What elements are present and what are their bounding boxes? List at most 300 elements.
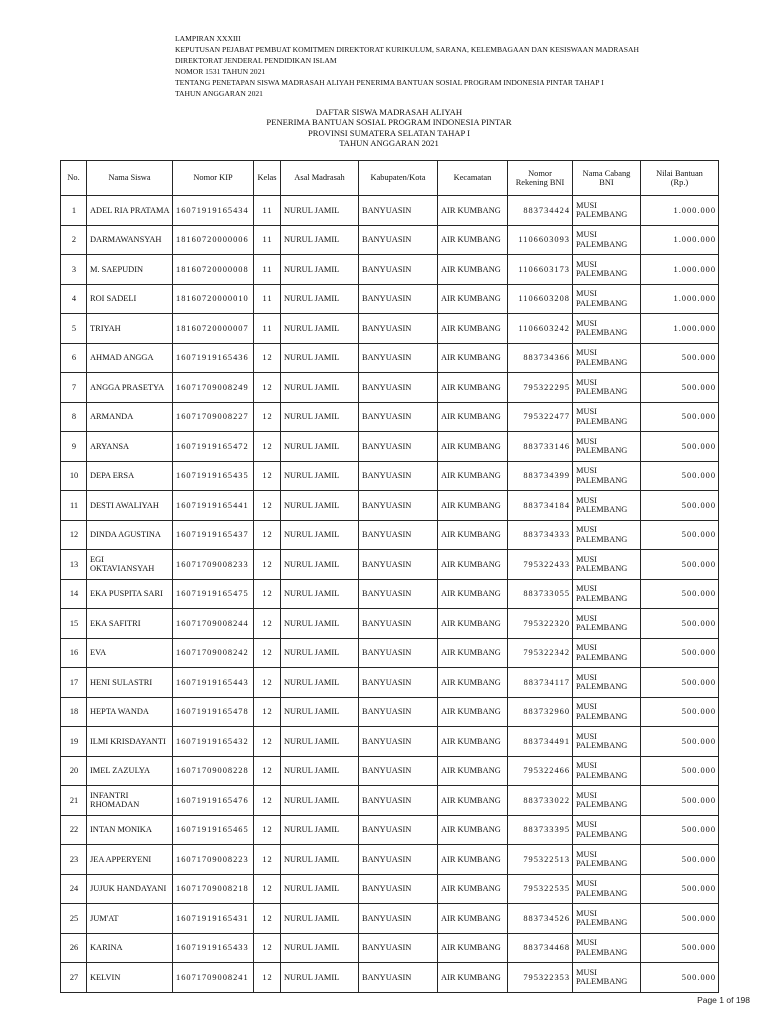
cell-kip-number: 16071709008241 bbox=[173, 963, 254, 993]
cell-bni-branch-name: MUSI PALEMBANG bbox=[573, 432, 641, 462]
cell-aid-amount: 500.000 bbox=[641, 402, 719, 432]
cell-origin-madrasah: NURUL JAMIL bbox=[281, 579, 359, 609]
cell-regency-city: BANYUASIN bbox=[359, 550, 438, 580]
cell-origin-madrasah: NURUL JAMIL bbox=[281, 609, 359, 639]
cell-aid-amount: 500.000 bbox=[641, 550, 719, 580]
cell-district: AIR KUMBANG bbox=[438, 255, 508, 285]
cell-class: 12 bbox=[254, 550, 281, 580]
cell-bni-account-number: 1106603173 bbox=[508, 255, 573, 285]
table-row bbox=[61, 933, 719, 963]
cell-bni-account-number: 1106603093 bbox=[508, 225, 573, 255]
cell-district: AIR KUMBANG bbox=[438, 697, 508, 727]
cell-student-name: ARMANDA bbox=[87, 402, 173, 432]
cell-row-number: 6 bbox=[61, 343, 87, 373]
cell-student-name: M. SAEPUDIN bbox=[87, 255, 173, 285]
cell-student-name: ARYANSA bbox=[87, 432, 173, 462]
cell-regency-city: BANYUASIN bbox=[359, 402, 438, 432]
cell-bni-branch-name: MUSI PALEMBANG bbox=[573, 343, 641, 373]
cell-kip-number: 16071919165476 bbox=[173, 786, 254, 816]
cell-district: AIR KUMBANG bbox=[438, 727, 508, 757]
cell-kip-number: 16071919165443 bbox=[173, 668, 254, 698]
cell-class: 12 bbox=[254, 461, 281, 491]
cell-district: AIR KUMBANG bbox=[438, 845, 508, 875]
cell-bni-branch-name: MUSI PALEMBANG bbox=[573, 314, 641, 344]
cell-class: 12 bbox=[254, 756, 281, 786]
cell-class: 12 bbox=[254, 845, 281, 875]
cell-bni-branch-name: MUSI PALEMBANG bbox=[573, 933, 641, 963]
cell-kip-number: 18160720000008 bbox=[173, 255, 254, 285]
list-subtitle: PENERIMA BANTUAN SOSIAL PROGRAM INDONESIA PINTAR bbox=[266, 117, 512, 128]
cell-kip-number: 16071709008228 bbox=[173, 756, 254, 786]
table-row bbox=[61, 225, 719, 255]
table-row bbox=[61, 609, 719, 639]
cell-bni-account-number: 883734117 bbox=[508, 668, 573, 698]
table-row bbox=[61, 461, 719, 491]
cell-student-name: INTAN MONIKA bbox=[87, 815, 173, 845]
table-row bbox=[61, 638, 719, 668]
cell-row-number: 20 bbox=[61, 756, 87, 786]
table-row bbox=[61, 756, 719, 786]
cell-district: AIR KUMBANG bbox=[438, 874, 508, 904]
cell-class: 12 bbox=[254, 874, 281, 904]
cell-aid-amount: 500.000 bbox=[641, 609, 719, 639]
directorate-general: DIREKTORAT JENDERAL PENDIDIKAN ISLAM bbox=[175, 56, 337, 66]
cell-student-name: EKA SAFITRI bbox=[87, 609, 173, 639]
cell-bni-branch-name: MUSI PALEMBANG bbox=[573, 255, 641, 285]
table-row bbox=[61, 196, 719, 226]
table-row bbox=[61, 432, 719, 462]
cell-origin-madrasah: NURUL JAMIL bbox=[281, 461, 359, 491]
cell-class: 11 bbox=[254, 225, 281, 255]
cell-regency-city: BANYUASIN bbox=[359, 933, 438, 963]
cell-row-number: 5 bbox=[61, 314, 87, 344]
cell-aid-amount: 1.000.000 bbox=[641, 314, 719, 344]
cell-regency-city: BANYUASIN bbox=[359, 638, 438, 668]
cell-origin-madrasah: NURUL JAMIL bbox=[281, 284, 359, 314]
cell-district: AIR KUMBANG bbox=[438, 933, 508, 963]
cell-bni-account-number: 883733146 bbox=[508, 432, 573, 462]
cell-student-name: TRIYAH bbox=[87, 314, 173, 344]
cell-bni-branch-name: MUSI PALEMBANG bbox=[573, 609, 641, 639]
cell-aid-amount: 500.000 bbox=[641, 727, 719, 757]
table-row bbox=[61, 373, 719, 403]
cell-student-name: ADEL RIA PRATAMA bbox=[87, 196, 173, 226]
cell-bni-branch-name: MUSI PALEMBANG bbox=[573, 904, 641, 934]
cell-aid-amount: 500.000 bbox=[641, 963, 719, 993]
cell-origin-madrasah: NURUL JAMIL bbox=[281, 668, 359, 698]
cell-class: 12 bbox=[254, 402, 281, 432]
cell-row-number: 12 bbox=[61, 520, 87, 550]
decree-title: KEPUTUSAN PEJABAT PEMBUAT KOMITMEN DIREKTORAT KURIKULUM, SARANA, KELEMBAGAAN DAN KESISWAAN MADRASAH bbox=[175, 45, 639, 55]
table-row bbox=[61, 255, 719, 285]
list-budget-year: TAHUN ANGGARAN 2021 bbox=[339, 137, 439, 148]
cell-district: AIR KUMBANG bbox=[438, 284, 508, 314]
cell-bni-branch-name: MUSI PALEMBANG bbox=[573, 579, 641, 609]
cell-row-number: 8 bbox=[61, 402, 87, 432]
col-header-district: Kecamatan bbox=[438, 161, 508, 196]
cell-aid-amount: 500.000 bbox=[641, 373, 719, 403]
cell-student-name: EGI OKTAVIANSYAH bbox=[87, 550, 173, 580]
cell-bni-account-number: 883734184 bbox=[508, 491, 573, 521]
cell-class: 11 bbox=[254, 284, 281, 314]
cell-regency-city: BANYUASIN bbox=[359, 815, 438, 845]
cell-bni-branch-name: MUSI PALEMBANG bbox=[573, 963, 641, 993]
cell-regency-city: BANYUASIN bbox=[359, 196, 438, 226]
cell-regency-city: BANYUASIN bbox=[359, 491, 438, 521]
cell-aid-amount: 500.000 bbox=[641, 432, 719, 462]
cell-kip-number: 16071919165434 bbox=[173, 196, 254, 226]
cell-student-name: DINDA AGUSTINA bbox=[87, 520, 173, 550]
cell-aid-amount: 500.000 bbox=[641, 638, 719, 668]
table-header bbox=[61, 161, 719, 196]
table-row bbox=[61, 963, 719, 993]
cell-student-name: KELVIN bbox=[87, 963, 173, 993]
table-row bbox=[61, 579, 719, 609]
cell-class: 12 bbox=[254, 815, 281, 845]
cell-regency-city: BANYUASIN bbox=[359, 373, 438, 403]
cell-origin-madrasah: NURUL JAMIL bbox=[281, 963, 359, 993]
table-row bbox=[61, 697, 719, 727]
cell-bni-branch-name: MUSI PALEMBANG bbox=[573, 402, 641, 432]
cell-kip-number: 16071709008218 bbox=[173, 874, 254, 904]
cell-row-number: 9 bbox=[61, 432, 87, 462]
cell-regency-city: BANYUASIN bbox=[359, 520, 438, 550]
cell-kip-number: 16071919165431 bbox=[173, 904, 254, 934]
cell-row-number: 11 bbox=[61, 491, 87, 521]
cell-district: AIR KUMBANG bbox=[438, 343, 508, 373]
cell-regency-city: BANYUASIN bbox=[359, 284, 438, 314]
cell-class: 11 bbox=[254, 196, 281, 226]
cell-origin-madrasah: NURUL JAMIL bbox=[281, 373, 359, 403]
col-header-no: No. bbox=[61, 161, 87, 196]
cell-class: 12 bbox=[254, 638, 281, 668]
cell-kip-number: 16071709008227 bbox=[173, 402, 254, 432]
cell-district: AIR KUMBANG bbox=[438, 609, 508, 639]
cell-district: AIR KUMBANG bbox=[438, 432, 508, 462]
cell-class: 11 bbox=[254, 255, 281, 285]
cell-aid-amount: 500.000 bbox=[641, 461, 719, 491]
cell-class: 12 bbox=[254, 668, 281, 698]
cell-aid-amount: 1.000.000 bbox=[641, 284, 719, 314]
table-row bbox=[61, 314, 719, 344]
col-header-class: Kelas bbox=[254, 161, 281, 196]
cell-origin-madrasah: NURUL JAMIL bbox=[281, 815, 359, 845]
cell-class: 12 bbox=[254, 727, 281, 757]
cell-bni-account-number: 883733055 bbox=[508, 579, 573, 609]
cell-student-name: DEPA ERSA bbox=[87, 461, 173, 491]
cell-bni-account-number: 883733395 bbox=[508, 815, 573, 845]
col-header-regency-city: Kabupaten/Kota bbox=[359, 161, 438, 196]
cell-bni-branch-name: MUSI PALEMBANG bbox=[573, 196, 641, 226]
cell-kip-number: 16071919165436 bbox=[173, 343, 254, 373]
cell-district: AIR KUMBANG bbox=[438, 815, 508, 845]
cell-student-name: JUM'AT bbox=[87, 904, 173, 934]
cell-district: AIR KUMBANG bbox=[438, 579, 508, 609]
cell-bni-branch-name: MUSI PALEMBANG bbox=[573, 225, 641, 255]
cell-aid-amount: 500.000 bbox=[641, 874, 719, 904]
cell-class: 12 bbox=[254, 343, 281, 373]
cell-bni-account-number: 795322295 bbox=[508, 373, 573, 403]
cell-origin-madrasah: NURUL JAMIL bbox=[281, 343, 359, 373]
cell-regency-city: BANYUASIN bbox=[359, 697, 438, 727]
cell-aid-amount: 1.000.000 bbox=[641, 225, 719, 255]
cell-bni-branch-name: MUSI PALEMBANG bbox=[573, 373, 641, 403]
cell-aid-amount: 1.000.000 bbox=[641, 196, 719, 226]
page-number: Page 1 of 198 bbox=[697, 995, 750, 1005]
cell-bni-account-number: 883733022 bbox=[508, 786, 573, 816]
cell-district: AIR KUMBANG bbox=[438, 314, 508, 344]
cell-origin-madrasah: NURUL JAMIL bbox=[281, 550, 359, 580]
cell-aid-amount: 500.000 bbox=[641, 343, 719, 373]
cell-origin-madrasah: NURUL JAMIL bbox=[281, 255, 359, 285]
cell-bni-branch-name: MUSI PALEMBANG bbox=[573, 727, 641, 757]
cell-aid-amount: 500.000 bbox=[641, 756, 719, 786]
cell-origin-madrasah: NURUL JAMIL bbox=[281, 933, 359, 963]
cell-aid-amount: 500.000 bbox=[641, 520, 719, 550]
cell-origin-madrasah: NURUL JAMIL bbox=[281, 874, 359, 904]
cell-district: AIR KUMBANG bbox=[438, 904, 508, 934]
cell-row-number: 15 bbox=[61, 609, 87, 639]
cell-origin-madrasah: NURUL JAMIL bbox=[281, 845, 359, 875]
cell-aid-amount: 500.000 bbox=[641, 933, 719, 963]
cell-student-name: ANGGA PRASETYA bbox=[87, 373, 173, 403]
cell-row-number: 14 bbox=[61, 579, 87, 609]
cell-kip-number: 16071919165441 bbox=[173, 491, 254, 521]
cell-kip-number: 18160720000006 bbox=[173, 225, 254, 255]
cell-kip-number: 16071919165437 bbox=[173, 520, 254, 550]
cell-student-name: KARINA bbox=[87, 933, 173, 963]
cell-regency-city: BANYUASIN bbox=[359, 225, 438, 255]
cell-kip-number: 16071709008233 bbox=[173, 550, 254, 580]
decree-budget-year: TAHUN ANGGARAN 2021 bbox=[175, 89, 263, 99]
cell-bni-account-number: 795322477 bbox=[508, 402, 573, 432]
cell-regency-city: BANYUASIN bbox=[359, 845, 438, 875]
cell-student-name: ILMI KRISDAYANTI bbox=[87, 727, 173, 757]
cell-kip-number: 16071919165475 bbox=[173, 579, 254, 609]
cell-district: AIR KUMBANG bbox=[438, 786, 508, 816]
cell-district: AIR KUMBANG bbox=[438, 402, 508, 432]
cell-origin-madrasah: NURUL JAMIL bbox=[281, 402, 359, 432]
cell-bni-branch-name: MUSI PALEMBANG bbox=[573, 284, 641, 314]
cell-regency-city: BANYUASIN bbox=[359, 609, 438, 639]
table-row bbox=[61, 520, 719, 550]
table-row bbox=[61, 284, 719, 314]
cell-district: AIR KUMBANG bbox=[438, 963, 508, 993]
cell-class: 12 bbox=[254, 904, 281, 934]
cell-class: 12 bbox=[254, 491, 281, 521]
decree-number: NOMOR 1531 TAHUN 2021 bbox=[175, 67, 266, 77]
cell-bni-account-number: 883734491 bbox=[508, 727, 573, 757]
cell-kip-number: 16071919165432 bbox=[173, 727, 254, 757]
col-header-bni-branch-name: Nama Cabang BNI bbox=[573, 161, 641, 196]
cell-student-name: AHMAD ANGGA bbox=[87, 343, 173, 373]
cell-regency-city: BANYUASIN bbox=[359, 904, 438, 934]
cell-row-number: 2 bbox=[61, 225, 87, 255]
cell-aid-amount: 500.000 bbox=[641, 845, 719, 875]
cell-class: 11 bbox=[254, 314, 281, 344]
table-row bbox=[61, 904, 719, 934]
cell-origin-madrasah: NURUL JAMIL bbox=[281, 314, 359, 344]
cell-bni-account-number: 795322320 bbox=[508, 609, 573, 639]
col-header-origin-madrasah: Asal Madrasah bbox=[281, 161, 359, 196]
cell-district: AIR KUMBANG bbox=[438, 756, 508, 786]
table-row bbox=[61, 550, 719, 580]
cell-district: AIR KUMBANG bbox=[438, 668, 508, 698]
cell-bni-branch-name: MUSI PALEMBANG bbox=[573, 638, 641, 668]
cell-bni-account-number: 1106603242 bbox=[508, 314, 573, 344]
cell-student-name: IMEL ZAZULYA bbox=[87, 756, 173, 786]
cell-district: AIR KUMBANG bbox=[438, 550, 508, 580]
cell-bni-account-number: 883734399 bbox=[508, 461, 573, 491]
attachment-label: LAMPIRAN XXXIII bbox=[175, 34, 241, 43]
cell-origin-madrasah: NURUL JAMIL bbox=[281, 638, 359, 668]
cell-bni-account-number: 795322535 bbox=[508, 874, 573, 904]
cell-bni-account-number: 883734468 bbox=[508, 933, 573, 963]
cell-kip-number: 18160720000010 bbox=[173, 284, 254, 314]
cell-student-name: HENI SULASTRI bbox=[87, 668, 173, 698]
cell-bni-account-number: 795322353 bbox=[508, 963, 573, 993]
cell-kip-number: 16071919165465 bbox=[173, 815, 254, 845]
table-row bbox=[61, 874, 719, 904]
cell-bni-account-number: 795322433 bbox=[508, 550, 573, 580]
cell-row-number: 13 bbox=[61, 550, 87, 580]
cell-row-number: 27 bbox=[61, 963, 87, 993]
cell-bni-branch-name: MUSI PALEMBANG bbox=[573, 845, 641, 875]
table-body bbox=[61, 196, 719, 993]
cell-student-name: HEPTA WANDA bbox=[87, 697, 173, 727]
cell-class: 12 bbox=[254, 963, 281, 993]
cell-origin-madrasah: NURUL JAMIL bbox=[281, 904, 359, 934]
cell-bni-account-number: 883734424 bbox=[508, 196, 573, 226]
cell-kip-number: 16071919165478 bbox=[173, 697, 254, 727]
decree-subject: TENTANG PENETAPAN SISWA MADRASAH ALIYAH PENERIMA BANTUAN SOSIAL PROGRAM INDONESIA PINTAR TAHAP I bbox=[175, 78, 604, 88]
decree-header bbox=[175, 33, 639, 100]
cell-student-name: JEA APPERYENI bbox=[87, 845, 173, 875]
cell-regency-city: BANYUASIN bbox=[359, 314, 438, 344]
cell-row-number: 22 bbox=[61, 815, 87, 845]
cell-kip-number: 18160720000007 bbox=[173, 314, 254, 344]
cell-bni-account-number: 795322513 bbox=[508, 845, 573, 875]
cell-bni-account-number: 883734366 bbox=[508, 343, 573, 373]
table-row bbox=[61, 786, 719, 816]
cell-origin-madrasah: NURUL JAMIL bbox=[281, 727, 359, 757]
cell-kip-number: 16071919165435 bbox=[173, 461, 254, 491]
cell-origin-madrasah: NURUL JAMIL bbox=[281, 697, 359, 727]
cell-aid-amount: 500.000 bbox=[641, 697, 719, 727]
cell-origin-madrasah: NURUL JAMIL bbox=[281, 196, 359, 226]
cell-regency-city: BANYUASIN bbox=[359, 343, 438, 373]
cell-bni-account-number: 795322342 bbox=[508, 638, 573, 668]
cell-origin-madrasah: NURUL JAMIL bbox=[281, 786, 359, 816]
cell-district: AIR KUMBANG bbox=[438, 491, 508, 521]
cell-row-number: 24 bbox=[61, 874, 87, 904]
cell-class: 12 bbox=[254, 432, 281, 462]
table-row bbox=[61, 815, 719, 845]
cell-regency-city: BANYUASIN bbox=[359, 786, 438, 816]
cell-regency-city: BANYUASIN bbox=[359, 461, 438, 491]
cell-bni-account-number: 883734333 bbox=[508, 520, 573, 550]
cell-class: 12 bbox=[254, 786, 281, 816]
list-title: DAFTAR SISWA MADRASAH ALIYAH bbox=[315, 107, 463, 117]
cell-row-number: 25 bbox=[61, 904, 87, 934]
cell-regency-city: BANYUASIN bbox=[359, 668, 438, 698]
col-header-student-name: Nama Siswa bbox=[87, 161, 173, 196]
cell-class: 12 bbox=[254, 697, 281, 727]
cell-regency-city: BANYUASIN bbox=[359, 963, 438, 993]
list-province-phase: PROVINSI SUMATERA SELATAN TAHAP I bbox=[308, 127, 470, 138]
student-table bbox=[60, 160, 719, 993]
cell-row-number: 3 bbox=[61, 255, 87, 285]
cell-aid-amount: 500.000 bbox=[641, 579, 719, 609]
cell-kip-number: 16071919165472 bbox=[173, 432, 254, 462]
cell-origin-madrasah: NURUL JAMIL bbox=[281, 491, 359, 521]
cell-aid-amount: 500.000 bbox=[641, 786, 719, 816]
col-header-kip-number: Nomor KIP bbox=[173, 161, 254, 196]
cell-bni-branch-name: MUSI PALEMBANG bbox=[573, 668, 641, 698]
cell-class: 12 bbox=[254, 520, 281, 550]
cell-row-number: 16 bbox=[61, 638, 87, 668]
col-header-bni-account-number: Nomor Rekening BNI bbox=[508, 161, 573, 196]
cell-regency-city: BANYUASIN bbox=[359, 255, 438, 285]
cell-bni-branch-name: MUSI PALEMBANG bbox=[573, 756, 641, 786]
cell-bni-branch-name: MUSI PALEMBANG bbox=[573, 815, 641, 845]
cell-row-number: 10 bbox=[61, 461, 87, 491]
cell-class: 12 bbox=[254, 933, 281, 963]
cell-row-number: 1 bbox=[61, 196, 87, 226]
cell-row-number: 7 bbox=[61, 373, 87, 403]
cell-student-name: EKA PUSPITA SARI bbox=[87, 579, 173, 609]
cell-origin-madrasah: NURUL JAMIL bbox=[281, 432, 359, 462]
cell-regency-city: BANYUASIN bbox=[359, 727, 438, 757]
cell-student-name: INFANTRI RHOMADAN bbox=[87, 786, 173, 816]
cell-bni-branch-name: MUSI PALEMBANG bbox=[573, 697, 641, 727]
cell-regency-city: BANYUASIN bbox=[359, 432, 438, 462]
cell-row-number: 19 bbox=[61, 727, 87, 757]
col-header-aid-amount: Nilai Bantuan (Rp.) bbox=[641, 161, 719, 196]
table-row bbox=[61, 727, 719, 757]
cell-bni-branch-name: MUSI PALEMBANG bbox=[573, 874, 641, 904]
cell-bni-branch-name: MUSI PALEMBANG bbox=[573, 786, 641, 816]
cell-aid-amount: 500.000 bbox=[641, 668, 719, 698]
cell-bni-account-number: 795322466 bbox=[508, 756, 573, 786]
list-title-block bbox=[189, 107, 589, 148]
cell-class: 12 bbox=[254, 579, 281, 609]
cell-row-number: 18 bbox=[61, 697, 87, 727]
cell-student-name: EVA bbox=[87, 638, 173, 668]
cell-student-name: DESTI AWALIYAH bbox=[87, 491, 173, 521]
cell-origin-madrasah: NURUL JAMIL bbox=[281, 225, 359, 255]
cell-row-number: 21 bbox=[61, 786, 87, 816]
cell-kip-number: 16071709008223 bbox=[173, 845, 254, 875]
cell-regency-city: BANYUASIN bbox=[359, 756, 438, 786]
cell-aid-amount: 500.000 bbox=[641, 815, 719, 845]
cell-bni-branch-name: MUSI PALEMBANG bbox=[573, 461, 641, 491]
cell-regency-city: BANYUASIN bbox=[359, 579, 438, 609]
cell-district: AIR KUMBANG bbox=[438, 373, 508, 403]
cell-district: AIR KUMBANG bbox=[438, 520, 508, 550]
cell-bni-account-number: 883732960 bbox=[508, 697, 573, 727]
cell-district: AIR KUMBANG bbox=[438, 638, 508, 668]
cell-kip-number: 16071709008244 bbox=[173, 609, 254, 639]
cell-bni-branch-name: MUSI PALEMBANG bbox=[573, 520, 641, 550]
cell-bni-branch-name: MUSI PALEMBANG bbox=[573, 550, 641, 580]
table-row bbox=[61, 343, 719, 373]
cell-aid-amount: 1.000.000 bbox=[641, 255, 719, 285]
cell-class: 12 bbox=[254, 609, 281, 639]
cell-regency-city: BANYUASIN bbox=[359, 874, 438, 904]
cell-kip-number: 16071709008249 bbox=[173, 373, 254, 403]
cell-origin-madrasah: NURUL JAMIL bbox=[281, 756, 359, 786]
